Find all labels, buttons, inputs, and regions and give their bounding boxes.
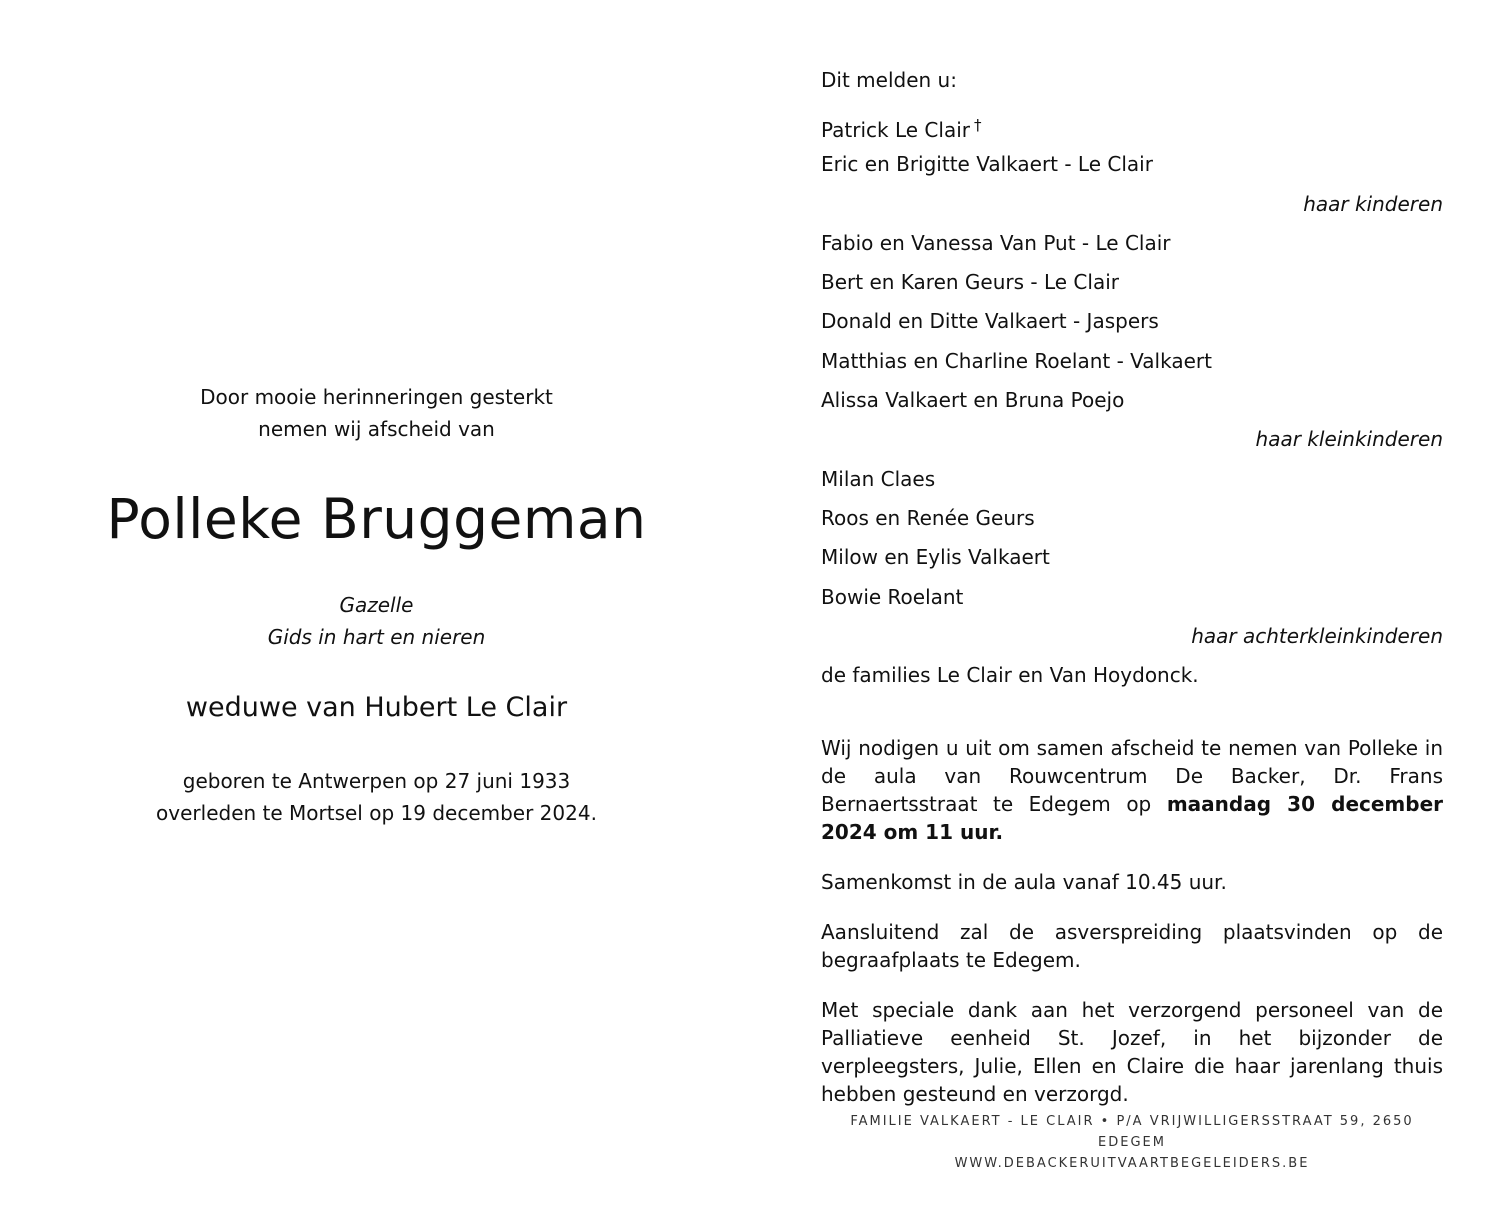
family-member-name: Bert en Karen Geurs - Le Clair [821,270,1119,295]
family-member [821,342,1443,381]
family-member [821,656,1443,695]
family-member [821,578,1443,617]
scattering-paragraph: Aansluitend zal de asverspreiding plaatsvinden op de begraafplaats te Edegem. [821,920,1443,972]
deceased-name: Polleke Bruggeman [106,487,647,551]
intro-line: Door mooie herinneringen gesterkt [200,385,553,409]
birth-line: geboren te Antwerpen op 27 juni 1933 [182,769,571,793]
gathering-paragraph: Samenkomst in de aula vanaf 10.45 uur. [821,870,1227,894]
family-member [821,538,1443,577]
family-member-name: Donald en Ditte Valkaert - Jaspers [821,309,1159,334]
family-member-name: Milan Claes [821,466,936,491]
family-member [821,263,1443,302]
family-member [821,145,1443,184]
thanks-paragraph: Met speciale dank aan het verzorgend personeel van de Palliatieve eenheid St. Jozef, in het bijzonder de verpleegsters, Julie, Ellen en Claire die haar jarenlang thuis hebben gesteund en verzorgd. [821,998,1443,1106]
family-list [821,106,1443,695]
cross-icon: † [973,116,982,134]
family-member-name: Matthias en Charline Roelant - Valkaert [821,348,1212,373]
family-member-name: Bowie Roelant [821,584,964,609]
family-member-name: Alissa Valkaert en Bruna Poejo [821,388,1125,413]
greeting: Dit melden u: [821,68,957,92]
invitation-paragraph: Wij nodigen u uit om samen afscheid te nemen van Polleke in de aula van Rouwcentrum De Backer, Dr. Frans Bernaertsstraat te Edegem op maandag 30 december 2024 om 11 uur. [821,736,1444,844]
death-line: overleden te Mortsel op 19 december 2024. [156,801,597,825]
family-member [821,302,1443,341]
footer [821,1111,1443,1174]
family-member [821,499,1443,538]
widow-of: weduwe van Hubert Le Clair [185,692,568,723]
relation-label: haar achterkleinkinderen [1191,623,1443,648]
intro-line: nemen wij afscheid van [258,417,495,441]
family-member [821,106,1443,145]
life-dates [0,765,753,829]
ceremony-date: maandag 30 december 2024 om 11 uur. [821,792,1444,844]
footer-website: WWW.DEBACKERUITVAARTBEGELEIDERS.BE [954,1156,1310,1171]
intro-text [0,381,753,445]
family-member-name: Fabio en Vanessa Van Put - Le Clair [821,230,1171,255]
epithet-line: Gazelle [339,593,414,617]
family-member [821,224,1443,263]
epithet-line: Gids in hart en nieren [267,625,486,649]
footer-address: FAMILIE VALKAERT - LE CLAIR • P/A VRIJWILLIGERSSTRAAT 59, 2650 EDEGEM [850,1114,1414,1150]
family-member-name: de families Le Clair en Van Hoydonck. [821,663,1199,688]
family-member [821,381,1443,420]
family-member-name: Eric en Brigitte Valkaert - Le Clair [821,152,1153,177]
relation-label: haar kinderen [1303,191,1443,216]
family-member-name: Milow en Eylis Valkaert [821,545,1050,570]
epithet [0,589,753,653]
family-member-name: Patrick Le Clair [821,118,970,142]
invitation-block [821,734,1443,1130]
relation-label: haar kleinkinderen [1255,427,1443,452]
family-member-name: Roos en Renée Geurs [821,505,1035,530]
family-member [821,460,1443,499]
